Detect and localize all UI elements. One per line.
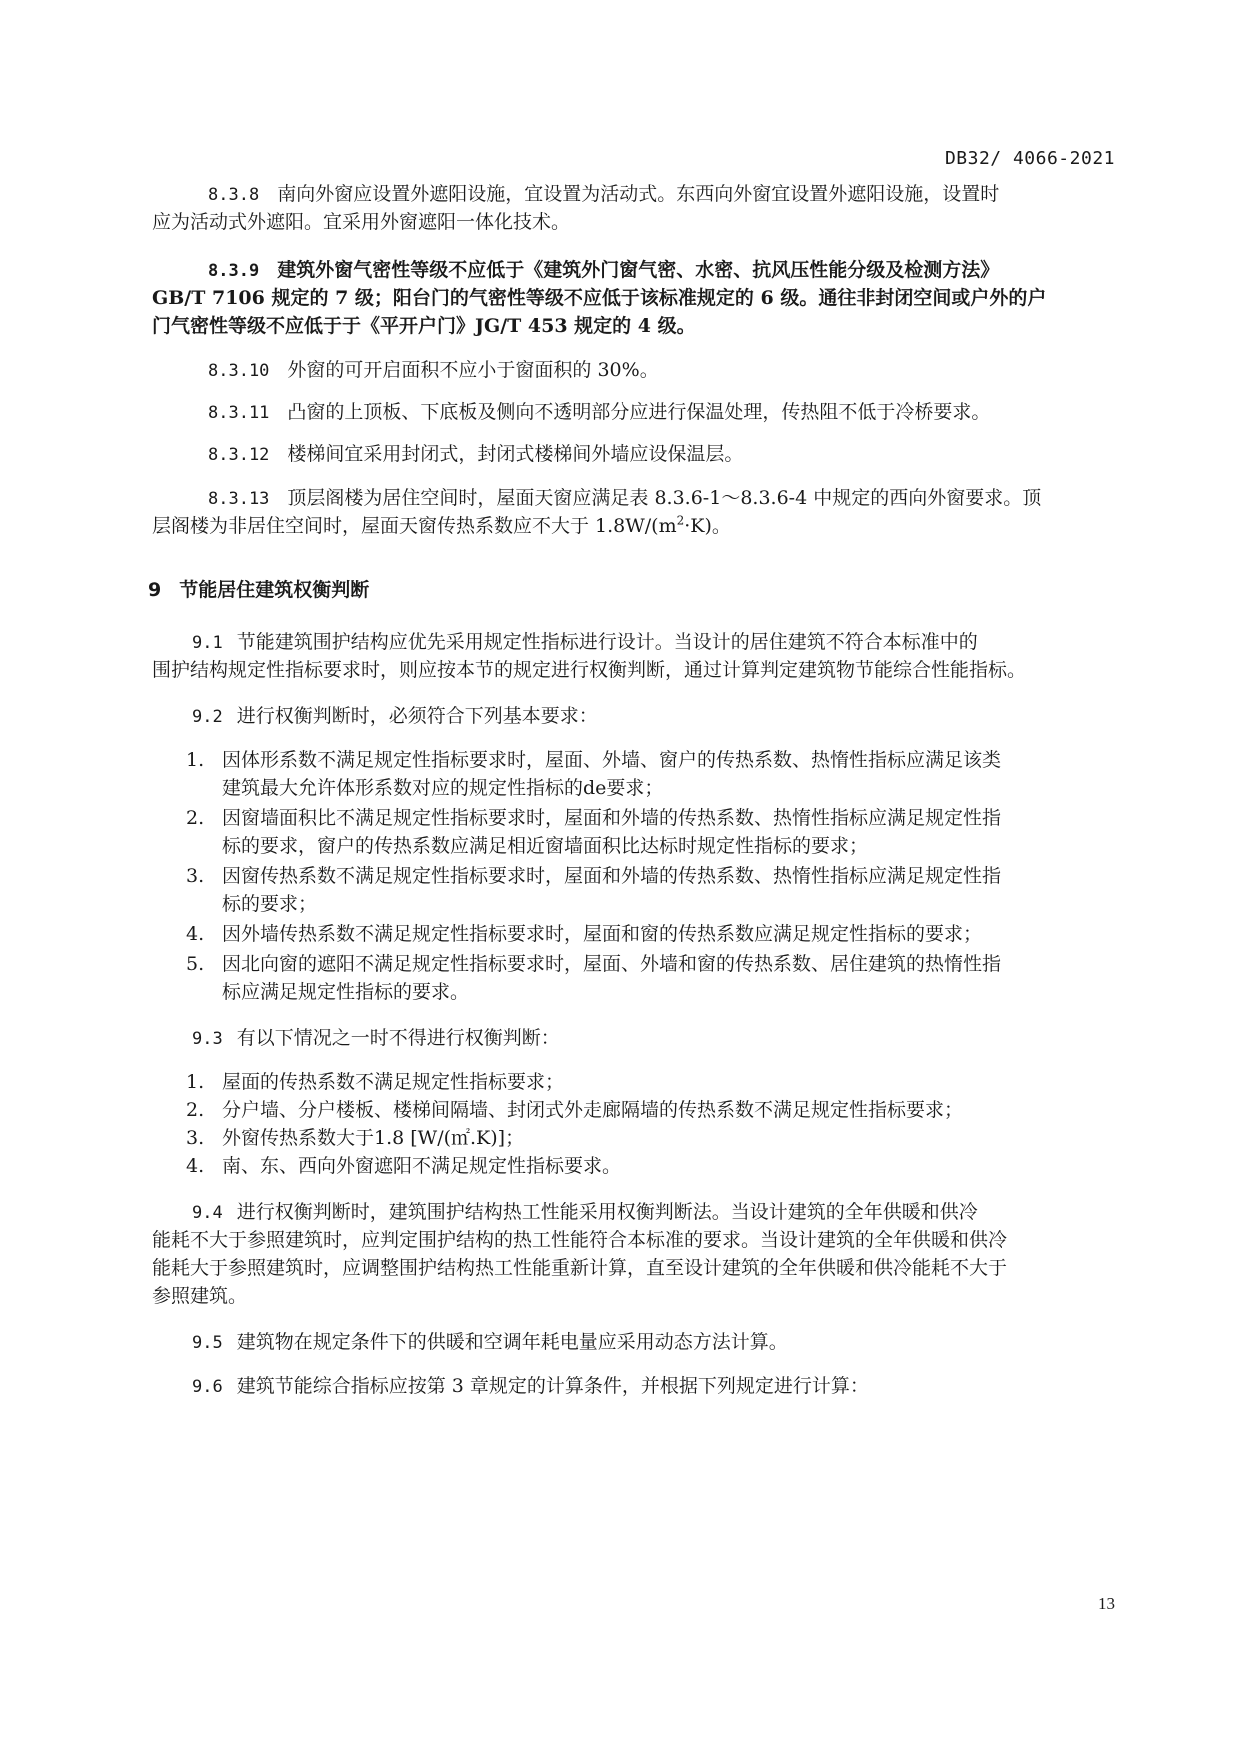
- clause-9-4-line-1: 9.4 进行权衡判断时，建筑围护结构热工性能采用权衡判断法。当设计建筑的全年供暖和供冷: [192, 1201, 978, 1223]
- clause-8-3-13-line-1: 8.3.13 顶层阁楼为居住空间时，屋面天窗应满足表 8.3.6-1～8.3.6-4 中规定的西向外窗要求。顶: [208, 487, 1042, 509]
- clause-8-3-11: 8.3.11 凸窗的上顶板、下底板及侧向不透明部分应进行保温处理，传热阻不低于冷桥要求。: [208, 401, 991, 423]
- list-item: 2. 因窗墙面积比不满足规定性指标要求时，屋面和外墙的传热系数、热惰性指标应满足规定性指: [186, 807, 1002, 829]
- clause-9-4-line-2: 能耗不大于参照建筑时，应判定围护结构的热工性能符合本标准的要求。当设计建筑的全年供暖和供冷: [152, 1229, 1008, 1251]
- clause-9-4-line-4: 参照建筑。: [152, 1285, 248, 1307]
- clause-9-1-line-2: 围护结构规定性指标要求时，则应按本节的规定进行权衡判断，通过计算判定建筑物节能综合性能指标。: [152, 659, 1027, 681]
- list-item: 4. 南、东、西向外窗遮阳不满足规定性指标要求。: [186, 1155, 622, 1177]
- clause-8-3-10: 8.3.10 外窗的可开启面积不应小于窗面积的 30%。: [208, 359, 659, 381]
- clause-8-3-12: 8.3.12 楼梯间宜采用封闭式，封闭式楼梯间外墙应设保温层。: [208, 443, 744, 465]
- clause-9-2: 9.2 进行权衡判断时，必须符合下列基本要求：: [192, 705, 598, 727]
- clause-9-6: 9.6 建筑节能综合指标应按第 3 章规定的计算条件，并根据下列规定进行计算：: [192, 1375, 869, 1397]
- clause-9-4-line-3: 能耗大于参照建筑时，应调整围护结构热工性能重新计算，直至设计建筑的全年供暖和供冷能耗不大于: [152, 1257, 1008, 1279]
- list-item-continuation: 标的要求，窗户的传热系数应满足相近窗墙面积比达标时规定性指标的要求；: [222, 835, 869, 857]
- list-item: 1. 因体形系数不满足规定性指标要求时，屋面、外墙、窗户的传热系数、热惰性指标应满足该类: [186, 749, 1002, 771]
- list-item: 3. 因窗传热系数不满足规定性指标要求时，屋面和外墙的传热系数、热惰性指标应满足规定性指: [186, 865, 1002, 887]
- list-item-continuation: 建筑最大允许体形系数对应的规定性指标的de要求；: [222, 777, 664, 799]
- list-item: 4. 因外墙传热系数不满足规定性指标要求时，屋面和窗的传热系数应满足规定性指标的要求；: [186, 923, 983, 945]
- clause-8-3-13-line-2: 层阁楼为非居住空间时，屋面天窗传热系数应不大于 $1.8W/(m^2\cdot K)$。: [152, 513, 731, 537]
- list-item-continuation: 标应满足规定性指标的要求。: [222, 981, 470, 1003]
- clause-9-5: 9.5 建筑物在规定条件下的供暖和空调年耗电量应采用动态方法计算。: [192, 1331, 788, 1353]
- list-item: 3. 外窗传热系数大于1.8 [W/(㎡.K)]；: [186, 1127, 525, 1149]
- clause-8-3-8-line-1: 8.3.8 南向外窗应设置外遮阳设施，宜设置为活动式。东西向外窗宜设置外遮阳设施，设置时: [208, 183, 1000, 205]
- clause-8-3-9-line-3: 门气密性等级不应低于于《平开户门》JG/T 453 规定的 4 级。: [152, 315, 696, 337]
- list-item: 2. 分户墙、分户楼板、楼梯间隔墙、封闭式外走廊隔墙的传热系数不满足规定性指标要求；: [186, 1099, 964, 1121]
- list-item-continuation: 标的要求；: [222, 893, 318, 915]
- clause-9-3: 9.3 有以下情况之一时不得进行权衡判断：: [192, 1027, 560, 1049]
- clause-8-3-9-line-2: GB/T 7106 规定的 7 级；阳台门的气密性等级不应低于该标准规定的 6 级。通往非封闭空间或户外的户: [152, 287, 1047, 309]
- page-number: 13: [1098, 1594, 1115, 1613]
- document-code-header: DB32/ 4066-2021: [944, 148, 1115, 169]
- clause-9-1-line-1: 9.1 节能建筑围护结构应优先采用规定性指标进行设计。当设计的居住建筑不符合本标准中的: [192, 631, 978, 653]
- clause-8-3-8-line-2: 应为活动式外遮阳。宜采用外窗遮阳一体化技术。: [152, 211, 571, 233]
- list-item: 5. 因北向窗的遮阳不满足规定性指标要求时，屋面、外墙和窗的传热系数、居住建筑的热惰性指: [186, 953, 1002, 975]
- section-9-heading: 9 节能居住建筑权衡判断: [148, 579, 370, 601]
- clause-8-3-9-line-1: 8.3.9 建筑外窗气密性等级不应低于《建筑外门窗气密、水密、抗风压性能分级及检测方法》: [208, 259, 1000, 281]
- list-item: 1. 屋面的传热系数不满足规定性指标要求；: [186, 1071, 565, 1093]
